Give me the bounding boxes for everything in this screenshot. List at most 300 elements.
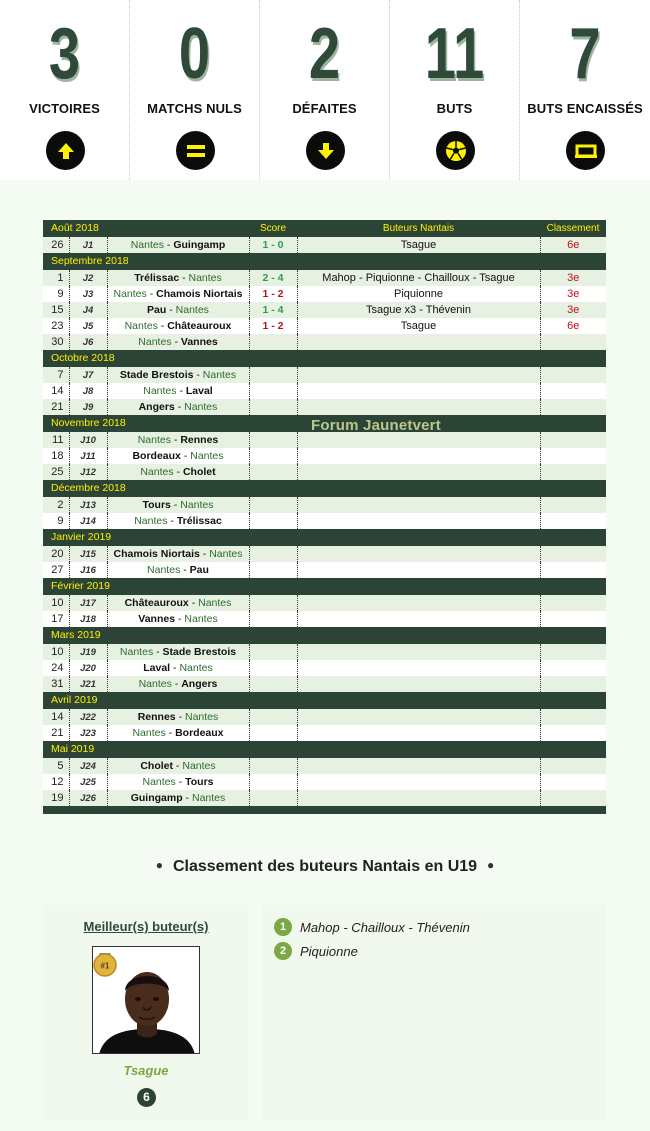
match-score: 1 - 2 — [249, 318, 297, 334]
team-separator: - — [170, 498, 181, 511]
match-ranking — [540, 334, 606, 350]
away-team: Pau — [189, 563, 209, 576]
match-day: 19 — [43, 790, 69, 806]
match-teams — [107, 399, 249, 415]
home-team: Guingamp — [130, 791, 183, 804]
match-teams — [107, 286, 249, 302]
match-day: 14 — [43, 709, 69, 725]
match-teams — [107, 497, 249, 513]
best-scorer-goals-badge: 6 — [137, 1088, 156, 1107]
match-day: 20 — [43, 546, 69, 562]
match-ranking — [540, 774, 606, 790]
match-score — [249, 562, 297, 578]
stat-label: BUTS ENCAISSÉS — [527, 101, 643, 116]
team-separator: - — [153, 645, 163, 658]
match-day: 12 — [43, 774, 69, 790]
table-row — [43, 709, 606, 725]
table-row — [43, 318, 606, 334]
home-team: Angers — [138, 400, 175, 413]
match-ranking — [540, 676, 606, 692]
team-separator: - — [199, 547, 210, 560]
team-separator: - — [165, 726, 176, 739]
match-scorers — [297, 448, 540, 464]
month-header-row — [43, 480, 606, 497]
match-score — [249, 644, 297, 660]
match-ranking — [540, 790, 606, 806]
home-team: Tours — [142, 498, 171, 511]
match-round: J3 — [69, 286, 107, 302]
match-score: 1 - 4 — [249, 302, 297, 318]
table-row — [43, 464, 606, 480]
match-teams — [107, 383, 249, 399]
table-row — [43, 562, 606, 578]
scorers-section-title — [0, 858, 650, 876]
match-day: 26 — [43, 237, 69, 253]
match-teams — [107, 562, 249, 578]
team-separator: - — [175, 710, 185, 723]
home-team: Trélissac — [134, 271, 180, 284]
match-round: J20 — [69, 660, 107, 676]
team-separator: - — [174, 400, 185, 413]
away-team: Nantes — [191, 791, 226, 804]
match-score — [249, 595, 297, 611]
home-team: Nantes — [143, 384, 177, 397]
away-team: Tours — [185, 775, 214, 788]
match-score — [249, 432, 297, 448]
ranking-header: Classement — [540, 220, 606, 237]
match-day: 21 — [43, 399, 69, 415]
table-row — [43, 611, 606, 627]
match-scorers: Tsague — [297, 318, 540, 334]
arrow-down-icon — [306, 131, 345, 170]
away-team: Nantes — [184, 400, 218, 413]
match-score — [249, 660, 297, 676]
stat-value: 7 — [569, 14, 601, 94]
away-team: Guingamp — [173, 238, 226, 251]
match-scorers — [297, 497, 540, 513]
match-ranking — [540, 660, 606, 676]
match-round: J5 — [69, 318, 107, 334]
stat-value: 0 — [178, 14, 211, 94]
stat-label: BUTS — [436, 101, 473, 116]
match-score — [249, 448, 297, 464]
match-round: J16 — [69, 562, 107, 578]
rank-names: Mahop - Chailloux - Thévenin — [300, 919, 470, 935]
team-separator: - — [182, 791, 192, 804]
match-scorers — [297, 611, 540, 627]
month-name: Octobre 2018 — [43, 350, 606, 367]
table-row — [43, 432, 606, 448]
away-team: Nantes — [180, 498, 214, 511]
match-day: 25 — [43, 464, 69, 480]
match-scorers — [297, 644, 540, 660]
match-round: J11 — [69, 448, 107, 464]
home-team: Nantes — [147, 563, 181, 576]
match-round: J4 — [69, 302, 107, 318]
team-separator: - — [164, 238, 174, 251]
match-scorers — [297, 790, 540, 806]
match-scorers — [297, 546, 540, 562]
match-day: 9 — [43, 513, 69, 529]
away-team: Stade Brestois — [162, 645, 237, 658]
table-row — [43, 774, 606, 790]
team-separator: - — [175, 612, 185, 625]
match-round: J26 — [69, 790, 107, 806]
home-team: Nantes — [138, 335, 172, 348]
match-day: 24 — [43, 660, 69, 676]
home-team: Nantes — [132, 726, 166, 739]
match-teams — [107, 676, 249, 692]
rank-names: Piquionne — [300, 943, 358, 959]
team-separator: - — [146, 287, 157, 300]
month-header-row — [43, 578, 606, 595]
match-scorers — [297, 513, 540, 529]
bullet-icon: ● — [155, 858, 163, 872]
match-day: 11 — [43, 432, 69, 448]
match-score — [249, 790, 297, 806]
table-row — [43, 790, 606, 806]
table-row — [43, 497, 606, 513]
match-scorers: Tsague x3 - Thévenin — [297, 302, 540, 318]
stat-wins — [0, 0, 130, 180]
match-teams — [107, 302, 249, 318]
match-score — [249, 709, 297, 725]
match-score — [249, 367, 297, 383]
team-separator: - — [176, 384, 186, 397]
match-round: J13 — [69, 497, 107, 513]
team-separator: - — [157, 319, 168, 332]
match-score — [249, 464, 297, 480]
match-round: J6 — [69, 334, 107, 350]
match-round: J8 — [69, 383, 107, 399]
home-team: Nantes — [113, 287, 147, 300]
equals-icon — [176, 131, 215, 170]
goal-net-icon — [566, 131, 605, 170]
away-team: Rennes — [180, 433, 219, 446]
match-ranking — [540, 513, 606, 529]
team-separator: - — [167, 514, 177, 527]
forum-watermark: Forum Jaunetvert — [311, 417, 441, 434]
match-scorers — [297, 432, 540, 448]
match-score — [249, 513, 297, 529]
match-score: 2 - 4 — [249, 270, 297, 286]
best-scorer-label: Meilleur(s) buteur(s) — [83, 919, 209, 934]
match-scorers — [297, 383, 540, 399]
match-scorers: Mahop - Piquionne - Chailloux - Tsague — [297, 270, 540, 286]
match-scorers: Piquionne — [297, 286, 540, 302]
match-round: J23 — [69, 725, 107, 741]
match-teams — [107, 546, 249, 562]
away-team: Nantes — [209, 547, 243, 560]
match-day: 31 — [43, 676, 69, 692]
match-teams — [107, 611, 249, 627]
match-scorers — [297, 464, 540, 480]
month-name: Septembre 2018 — [43, 253, 606, 270]
match-teams — [107, 790, 249, 806]
table-row — [43, 399, 606, 415]
away-team: Vannes — [180, 335, 218, 348]
team-separator: - — [179, 271, 189, 284]
away-team: Nantes — [188, 271, 222, 284]
home-team: Nantes — [130, 238, 164, 251]
match-day: 30 — [43, 334, 69, 350]
ranking-row — [274, 942, 358, 960]
match-round: J21 — [69, 676, 107, 692]
match-ranking: 6e — [540, 318, 606, 334]
match-scorers — [297, 725, 540, 741]
team-separator: - — [170, 661, 180, 674]
month-name: Décembre 2018 — [43, 480, 606, 497]
match-ranking: 3e — [540, 302, 606, 318]
medal-label: #1 — [100, 961, 110, 971]
month-header-row — [43, 627, 606, 644]
match-score — [249, 399, 297, 415]
match-ranking — [540, 595, 606, 611]
match-teams — [107, 270, 249, 286]
stat-goals — [390, 0, 520, 180]
table-row — [43, 286, 606, 302]
match-ranking — [540, 546, 606, 562]
match-round: J14 — [69, 513, 107, 529]
home-team: Vannes — [138, 612, 176, 625]
scorers-header: Buteurs Nantais — [297, 220, 540, 237]
match-ranking — [540, 367, 606, 383]
home-team: Nantes — [138, 677, 172, 690]
match-scorers — [297, 562, 540, 578]
match-score: 1 - 0 — [249, 237, 297, 253]
match-ranking — [540, 758, 606, 774]
home-team: Nantes — [124, 319, 158, 332]
match-score — [249, 774, 297, 790]
match-teams — [107, 237, 249, 253]
match-score — [249, 611, 297, 627]
month-name: Avril 2019 — [43, 692, 606, 709]
month-name: Janvier 2019 — [43, 529, 606, 546]
away-team: Chamois Niortais — [156, 287, 243, 300]
match-round: J24 — [69, 758, 107, 774]
match-teams — [107, 448, 249, 464]
match-scorers — [297, 709, 540, 725]
home-team: Châteauroux — [124, 596, 189, 609]
stat-draws — [130, 0, 260, 180]
team-separator: - — [171, 677, 182, 690]
match-teams — [107, 774, 249, 790]
match-teams — [107, 367, 249, 383]
match-teams — [107, 595, 249, 611]
home-team: Laval — [143, 661, 171, 674]
table-row — [43, 644, 606, 660]
match-ranking — [540, 464, 606, 480]
match-ranking — [540, 432, 606, 448]
match-round: J22 — [69, 709, 107, 725]
bullet-icon: ● — [487, 858, 495, 872]
match-day: 23 — [43, 318, 69, 334]
schedule-table — [43, 220, 606, 814]
table-row — [43, 237, 606, 253]
score-header: Score — [249, 220, 297, 237]
month-header-row — [43, 692, 606, 709]
match-score — [249, 725, 297, 741]
best-scorer-card — [43, 905, 249, 1120]
away-team: Nantes — [198, 596, 232, 609]
home-team: Cholet — [140, 759, 174, 772]
medal-icon — [94, 953, 116, 976]
table-row — [43, 595, 606, 611]
home-team: Nantes — [119, 645, 154, 658]
match-day: 14 — [43, 383, 69, 399]
team-separator: - — [171, 335, 181, 348]
away-team: Cholet — [182, 465, 216, 478]
stats-bar — [0, 0, 650, 180]
best-scorer-name: Tsague — [123, 1063, 169, 1078]
match-round: J12 — [69, 464, 107, 480]
away-team: Trélissac — [176, 514, 222, 527]
team-separator: - — [173, 465, 183, 478]
table-footer-bar — [43, 806, 606, 814]
match-day: 2 — [43, 497, 69, 513]
team-separator: - — [171, 433, 181, 446]
month-name: Février 2019 — [43, 578, 606, 595]
match-ranking — [540, 399, 606, 415]
match-round: J7 — [69, 367, 107, 383]
match-round: J25 — [69, 774, 107, 790]
match-day: 10 — [43, 595, 69, 611]
match-ranking — [540, 562, 606, 578]
match-teams — [107, 758, 249, 774]
team-separator: - — [193, 368, 203, 381]
stat-label: MATCHS NULS — [147, 101, 242, 116]
month-name: Mai 2019 — [43, 741, 606, 758]
ranking-row — [274, 918, 470, 936]
match-scorers — [297, 367, 540, 383]
away-team: Angers — [181, 677, 218, 690]
match-teams — [107, 644, 249, 660]
table-row — [43, 676, 606, 692]
home-team: Nantes — [134, 514, 168, 527]
scorers-ranking — [262, 905, 606, 1120]
match-score — [249, 334, 297, 350]
away-team: Nantes — [190, 449, 224, 462]
table-row — [43, 334, 606, 350]
team-separator: - — [188, 596, 199, 609]
table-row — [43, 383, 606, 399]
home-team: Rennes — [137, 710, 176, 723]
team-separator: - — [175, 775, 186, 788]
match-scorers — [297, 660, 540, 676]
table-row — [43, 660, 606, 676]
rank-badge: 1 — [274, 918, 292, 936]
match-scorers — [297, 676, 540, 692]
scorers-title-text: Classement des buteurs Nantais en U19 — [172, 858, 478, 875]
away-team: Nantes — [202, 368, 237, 381]
match-teams — [107, 432, 249, 448]
match-day: 1 — [43, 270, 69, 286]
match-day: 5 — [43, 758, 69, 774]
home-team: Nantes — [137, 433, 171, 446]
away-team: Bordeaux — [175, 726, 224, 739]
away-team: Nantes — [185, 710, 219, 723]
away-team: Châteauroux — [167, 319, 232, 332]
stat-label: DÉFAITES — [292, 101, 357, 116]
away-team: Nantes — [175, 303, 209, 316]
match-ranking — [540, 383, 606, 399]
match-day: 15 — [43, 302, 69, 318]
match-round: J18 — [69, 611, 107, 627]
table-row — [43, 725, 606, 741]
month-name: Août 2018 — [43, 220, 249, 237]
table-row — [43, 302, 606, 318]
match-ranking: 3e — [540, 270, 606, 286]
away-team: Nantes — [182, 759, 216, 772]
month-header-row — [43, 741, 606, 758]
match-round: J1 — [69, 237, 107, 253]
table-row — [43, 270, 606, 286]
match-ranking — [540, 611, 606, 627]
match-day: 27 — [43, 562, 69, 578]
match-ranking: 6e — [540, 237, 606, 253]
soccer-ball-icon — [436, 131, 475, 170]
match-scorers — [297, 334, 540, 350]
match-score — [249, 546, 297, 562]
match-scorers — [297, 774, 540, 790]
away-team: Nantes — [179, 661, 213, 674]
table-row — [43, 367, 606, 383]
match-ranking — [540, 725, 606, 741]
match-score: 1 - 2 — [249, 286, 297, 302]
home-team: Nantes — [142, 775, 176, 788]
table-row — [43, 758, 606, 774]
table-row — [43, 448, 606, 464]
match-score — [249, 676, 297, 692]
match-ranking — [540, 497, 606, 513]
month-header-row — [43, 253, 606, 270]
stat-value: 11 — [424, 14, 485, 94]
match-teams — [107, 660, 249, 676]
match-round: J19 — [69, 644, 107, 660]
stat-value: 3 — [48, 14, 81, 94]
table-row — [43, 546, 606, 562]
match-day: 7 — [43, 367, 69, 383]
month-header-row — [43, 350, 606, 367]
away-team: Laval — [185, 384, 213, 397]
match-day: 18 — [43, 448, 69, 464]
arrow-up-icon — [46, 131, 85, 170]
match-teams — [107, 334, 249, 350]
match-round: J9 — [69, 399, 107, 415]
month-header-row — [43, 220, 606, 237]
month-header-row — [43, 529, 606, 546]
match-teams — [107, 318, 249, 334]
match-ranking: 3e — [540, 286, 606, 302]
match-round: J10 — [69, 432, 107, 448]
home-team: Pau — [147, 303, 167, 316]
match-score — [249, 758, 297, 774]
match-teams — [107, 513, 249, 529]
match-day: 9 — [43, 286, 69, 302]
team-separator: - — [166, 303, 176, 316]
match-round: J2 — [69, 270, 107, 286]
home-team: Bordeaux — [132, 449, 181, 462]
match-day: 17 — [43, 611, 69, 627]
match-scorers — [297, 758, 540, 774]
team-separator: - — [180, 449, 191, 462]
home-team: Stade Brestois — [119, 368, 194, 381]
month-name: Novembre 2018 — [43, 415, 606, 432]
team-separator: - — [173, 759, 183, 772]
stat-value: 2 — [308, 14, 341, 94]
away-team: Nantes — [184, 612, 218, 625]
stat-losses — [260, 0, 390, 180]
